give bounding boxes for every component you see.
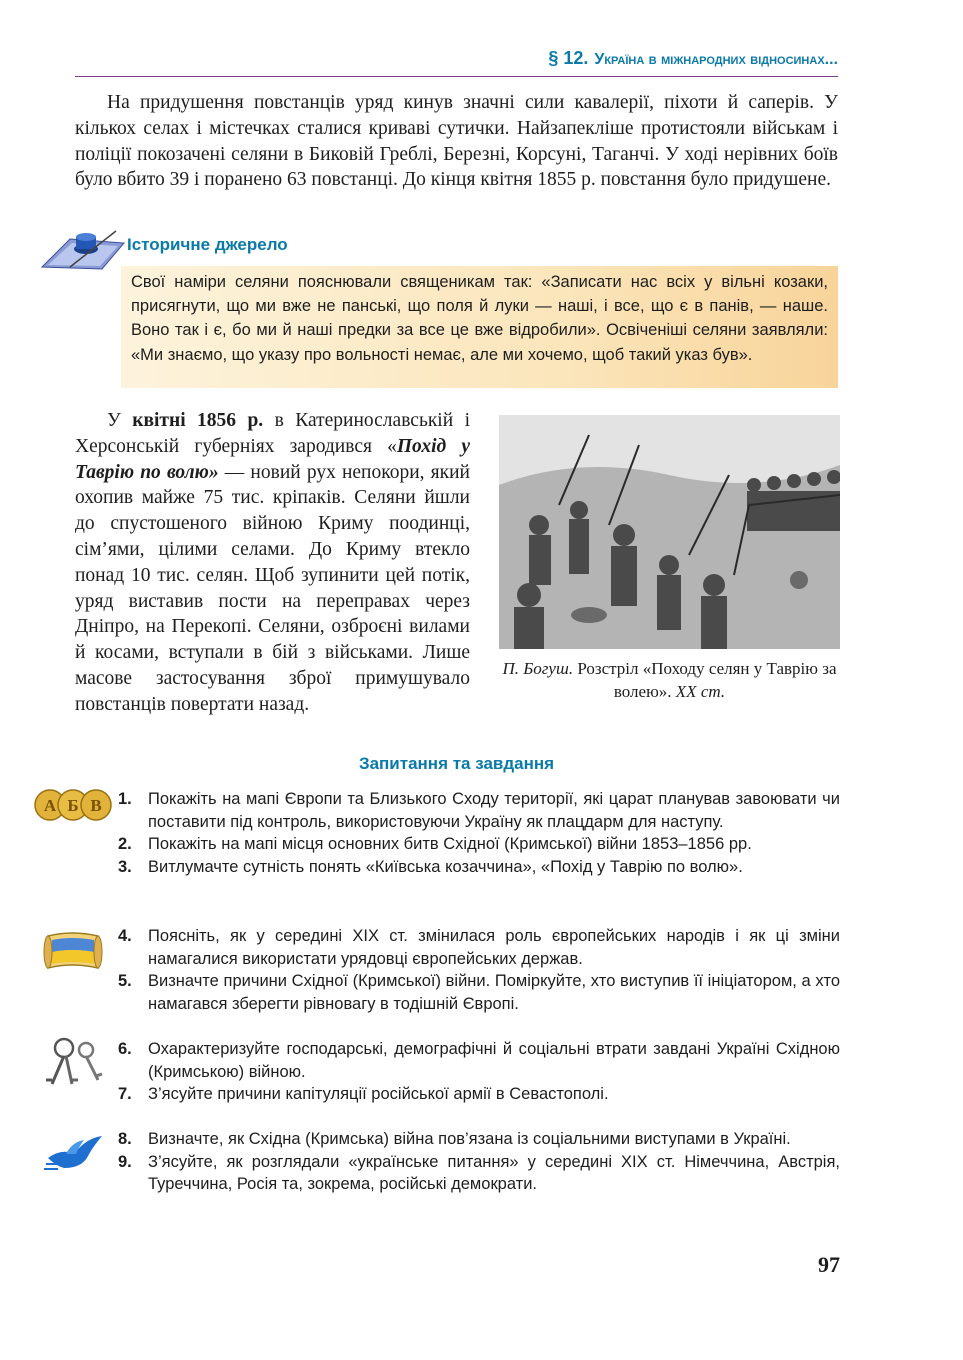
questions-title: Запитання та завдання — [358, 754, 555, 773]
question-item: 8. Визначте, як Східна (Кримська) війна пов’язана із соціальними виступами в Україні. — [118, 1130, 791, 1148]
historical-illustration — [499, 415, 840, 649]
question-item: 6. Охарактеризуйте господарські, демографічні й соціальні втрати завдані Україні Східною (Кримською) війною. — [118, 1040, 840, 1081]
map-scroll-icon — [42, 928, 104, 976]
caption-author: П. Богуш. — [502, 659, 574, 678]
section-title: Україна в міжнародних відносинах... — [594, 51, 838, 68]
question-item: 2. Покажіть на мапі місця основних битв Східної (Кримської) війни 1853–1856 рр. — [118, 835, 752, 853]
bird-icon — [42, 1134, 106, 1174]
question-group-4 — [118, 1128, 840, 1196]
caption-text: Розстріл «Походу селян у Таврію за волею». — [573, 659, 837, 701]
keys-icon — [42, 1036, 104, 1088]
question-group-2 — [118, 925, 840, 1015]
question-item: 4. Поясніть, як у середині XIX ст. змінилася роль європейських народів і як ці зміни намагалися використати урядовці європейських держав. — [118, 927, 840, 968]
movement-name: Похід у Таврію по волю» — [75, 435, 470, 483]
abv-coins-icon — [34, 786, 112, 824]
historical-source-heading: Історичне джерело — [127, 235, 288, 254]
running-header — [75, 48, 838, 77]
question-item: 3. Витлумачте сутність понять «Київська козаччина», «Похід у Таврію по волю». — [118, 857, 743, 876]
text-run: в Катеринославській і Херсонській губерніях зародився « — [75, 410, 470, 457]
bold-date: квітні 1856 р. — [132, 410, 264, 431]
text-run: — новий рух непокори, який охопив майже 75 тис. кріпаків. Селяни йшли до спустошеного війною Криму поодинці, сім’ями, цілими селами. До Криму втекло понад 10 тис. селян. Щоб зупинити цей потік, уряд виставив пости на переправах через Дніпро, на Перекопі. Селяни, озброєні вилами й косами, вступали в бій з військами. Лише масове застосування зброї примушувало повстанців повертати назад. — [75, 461, 470, 715]
inkpot-quill-icon — [40, 229, 126, 271]
historical-source-text: Свої наміри селяни пояснювали священикам так: «Записати нас всіх у вільні козаки, присягнути, що ми вже не панські, що поля й луки — наші, і все, що є в панів, — наше. Воно так і є, бо ми й наші предки за все це вже відробили». Освіченіші селяни заявляли: «Ми знаємо, що указу про вольності немає, але ми хочемо, щоб такий указ був». — [131, 273, 828, 364]
question-group-1 — [118, 788, 840, 878]
caption-century: XX ст. — [675, 682, 726, 701]
text-run: У — [107, 410, 133, 431]
question-item: 1. Покажіть на мапі Європи та Близького Сходу території, які царат планував завоювати чи поставити під контроль, використовуючи Україну як плацдарм для наступу. — [118, 790, 840, 831]
question-item: 5. Визначте причини Східної (Кримської) війни. Поміркуйте, хто виступив її ініціатором, а хто намагався зберегти рівновагу в тодішній Європі. — [118, 972, 840, 1013]
section-number: § 12. — [548, 48, 589, 68]
illustration-caption — [499, 657, 840, 703]
intro-paragraph: На придушення повстанців уряд кинув значні сили кавалерії, піхоти й саперів. У кількох селах і містечках сталися криваві сутички. Найзапекліше протистояли військам і поліції покозачені селяни в Биковій Греблі, Березні, Корсуні, Таганчі. У ході нерівних боїв було вбито 39 і поранено 63 повстанці. До кінця квітня 1855 р. повстання було придушене. — [75, 92, 838, 191]
svg-text:А: А — [43, 796, 57, 815]
question-item: 9. З’ясуйте, як розглядали «українське питання» у середині XIX ст. Німеччина, Австрія, Туреччина, Росія та, зокрема, російські демократи. — [118, 1152, 840, 1193]
question-item: 7. З’ясуйте причини капітуляції російської армії в Севастополі. — [118, 1085, 609, 1103]
page-number: 97 — [818, 1252, 840, 1277]
question-group-3 — [118, 1038, 840, 1106]
main-paragraph — [75, 408, 470, 718]
svg-text:Б: Б — [67, 796, 79, 815]
svg-text:В: В — [90, 796, 102, 815]
